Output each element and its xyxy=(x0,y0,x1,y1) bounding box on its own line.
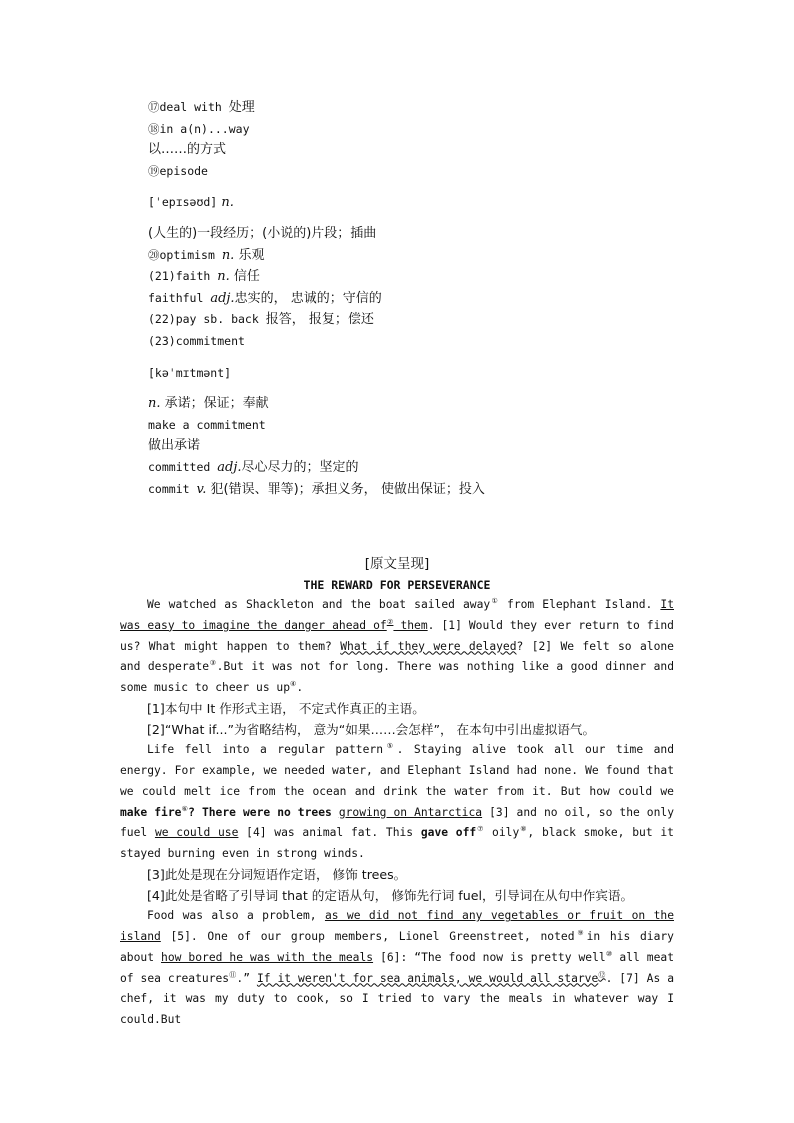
phonetic: [ˈepɪsəʊd] xyxy=(148,195,218,210)
vocab-make-commitment xyxy=(148,415,668,437)
text: [5]. One of our group members, Lionel Greenstreet, noted xyxy=(160,930,575,943)
text: .But it was not for long. There was nothing like a good dinner and some music to cheer us up xyxy=(120,660,674,694)
vocab-faithful xyxy=(148,288,668,310)
part-of-speech: n. xyxy=(217,195,234,211)
vocab-term: ⑲episode xyxy=(148,163,208,178)
part-of-speech: n. xyxy=(217,269,230,285)
text: all meat of sea creatures xyxy=(120,950,675,985)
vocab-pay-back xyxy=(148,309,668,331)
vocab-committed xyxy=(148,457,668,479)
underlined-text: how bored he was with the meals xyxy=(161,950,374,964)
vocab-term: ⑱in a(n)...way xyxy=(148,121,250,136)
text: [4] was animal fat. This xyxy=(238,826,421,840)
text: . xyxy=(296,681,304,694)
vocab-term: (22)pay sb. back xyxy=(148,312,266,327)
vocab-episode-meaning xyxy=(148,224,668,245)
footnote-marker: ⑤ xyxy=(383,742,397,751)
vocab-make-commitment-meaning xyxy=(148,436,668,457)
bold-phrase: gave off xyxy=(420,826,477,840)
wavy-underlined-text: What if they were delayed xyxy=(340,639,517,653)
text: from Elephant Island. xyxy=(498,598,661,611)
footnote-marker: ⑦ xyxy=(476,825,485,834)
underlined-text: as we did not find any vegetables or fruit on the island xyxy=(120,909,674,943)
vocab-term: faithful xyxy=(148,290,211,305)
vocab-in-a-way xyxy=(148,119,668,141)
section-heading: [原文呈现] xyxy=(364,556,430,572)
vocab-term: ⑰deal with xyxy=(148,100,229,114)
underlined-text: growing on Antarctica xyxy=(338,805,483,819)
vocab-meaning: 报答， 报复；偿还 xyxy=(265,312,374,328)
vocab-commitment xyxy=(148,331,668,353)
vocab-meaning: 处理 xyxy=(228,100,255,115)
footnote-marker: ⑩ xyxy=(605,949,613,958)
grammar-note-2: [2]“What if...”为省略结构， 意为“如果……会怎样”， 在本句中引出虚拟语气。 xyxy=(147,721,596,737)
footnote-marker: ⑧ xyxy=(519,825,528,834)
paragraph-1 xyxy=(120,595,674,699)
phonetic: [kəˈmɪtmənt] xyxy=(148,365,232,380)
paragraph-2 xyxy=(120,740,674,865)
footnote-marker: ⑪ xyxy=(229,970,237,979)
vocab-term: make a commitment xyxy=(148,417,266,432)
vocab-meaning: 尽心尽力的；坚定的 xyxy=(241,459,359,475)
vocab-episode-phonetic xyxy=(148,192,668,214)
text: in his diary about xyxy=(120,930,674,964)
vocab-optimism xyxy=(148,245,668,267)
article xyxy=(120,553,674,1031)
vocab-term: committed xyxy=(148,459,218,474)
text: . [1] Would they ever return to find us? What might happen to them? xyxy=(120,618,674,653)
footnote-marker: ⑫ xyxy=(598,970,606,979)
vocab-meaning: 以……的方式 xyxy=(148,142,227,158)
text: Food was also a problem, xyxy=(147,909,325,923)
vocab-faith xyxy=(148,266,668,288)
text: . [7] As a chef, it was my duty to cook, so I tried to vary the meals in whatever way I could.But xyxy=(120,971,674,1026)
footnote-marker: ⑨ xyxy=(574,929,587,938)
part-of-speech: n. xyxy=(148,396,161,412)
text: ? There were no trees xyxy=(188,805,339,819)
vocab-meaning: 信任 xyxy=(229,269,260,285)
vocab-deal-with xyxy=(148,97,668,119)
footnote-marker: ② xyxy=(386,617,394,626)
text: ? [2] We felt so alone and desperate xyxy=(120,639,674,674)
vocab-in-a-way-meaning xyxy=(148,140,668,161)
vocab-commitment-phonetic xyxy=(148,363,668,385)
vocab-term: commit xyxy=(148,481,197,496)
vocab-meaning: (人生的)一段经历；(小说的)片段；插曲 xyxy=(148,225,377,241)
bold-phrase: make fire xyxy=(120,805,182,819)
vocab-commit xyxy=(148,479,668,501)
part-of-speech: adj. xyxy=(217,459,242,475)
vocab-episode xyxy=(148,161,668,183)
vocab-term: (23)commitment xyxy=(148,333,245,348)
text: oily xyxy=(484,826,520,840)
paragraph-3 xyxy=(120,906,674,1031)
vocabulary-list xyxy=(148,97,668,500)
footnote-marker: ① xyxy=(490,597,499,606)
text: . Staying alive took all our time and energy. For example, we needed water, and Elephant Island had none. We found that we could melt ice from the ocean and drink the water from it. But how could we xyxy=(120,743,674,798)
article-title: THE REWARD FOR PERSEVERANCE xyxy=(303,578,491,592)
text: Life fell into a regular pattern xyxy=(147,743,384,757)
vocab-meaning: 做出承诺 xyxy=(148,438,201,454)
text: We watched as Shackleton and the boat sailed away xyxy=(147,598,491,611)
vocab-meaning: 承诺；保证；奉献 xyxy=(160,396,269,412)
grammar-note-4: [4]此处是省略了引导词 that 的定语从句， 修饰先行词 fuel，引导词在从句中作宾语。 xyxy=(147,887,634,903)
grammar-note-3: [3]此处是现在分词短语作定语， 修饰 trees。 xyxy=(147,866,407,882)
text: [3] and no oil, so the only fuel xyxy=(120,805,675,840)
part-of-speech: n. xyxy=(221,247,235,263)
grammar-note-1: [1]本句中 It 作形式主语， 不定式作真正的主语。 xyxy=(147,700,425,716)
vocab-term: ⑳optimism xyxy=(148,247,222,262)
wavy-underlined-text: If it weren't for sea animals, we would all starve xyxy=(256,971,599,985)
vocab-term: (21)faith xyxy=(148,269,218,284)
part-of-speech: adj. xyxy=(210,290,235,306)
vocab-meaning: 乐观 xyxy=(234,247,265,263)
vocab-commitment-meaning xyxy=(148,394,668,415)
underlined-text: them xyxy=(393,618,428,632)
footnote-marker: ⑥ xyxy=(181,804,189,813)
part-of-speech: v. xyxy=(196,481,207,497)
text: .” xyxy=(236,971,257,985)
vocab-meaning: 犯(错误、罪等)；承担义务， 使做出保证；投入 xyxy=(206,481,485,497)
footnote-marker: ④ xyxy=(290,680,297,689)
underlined-text: It was easy to imagine the danger ahead of xyxy=(120,598,674,632)
footnote-marker: ③ xyxy=(209,659,217,668)
underlined-text: we could use xyxy=(154,826,239,840)
text: [6]: “The food now is pretty well xyxy=(373,950,606,964)
text: , black smoke, but it stayed burning even in strong winds. xyxy=(120,826,674,860)
vocab-meaning: 忠实的， 忠诚的；守信的 xyxy=(234,290,382,306)
